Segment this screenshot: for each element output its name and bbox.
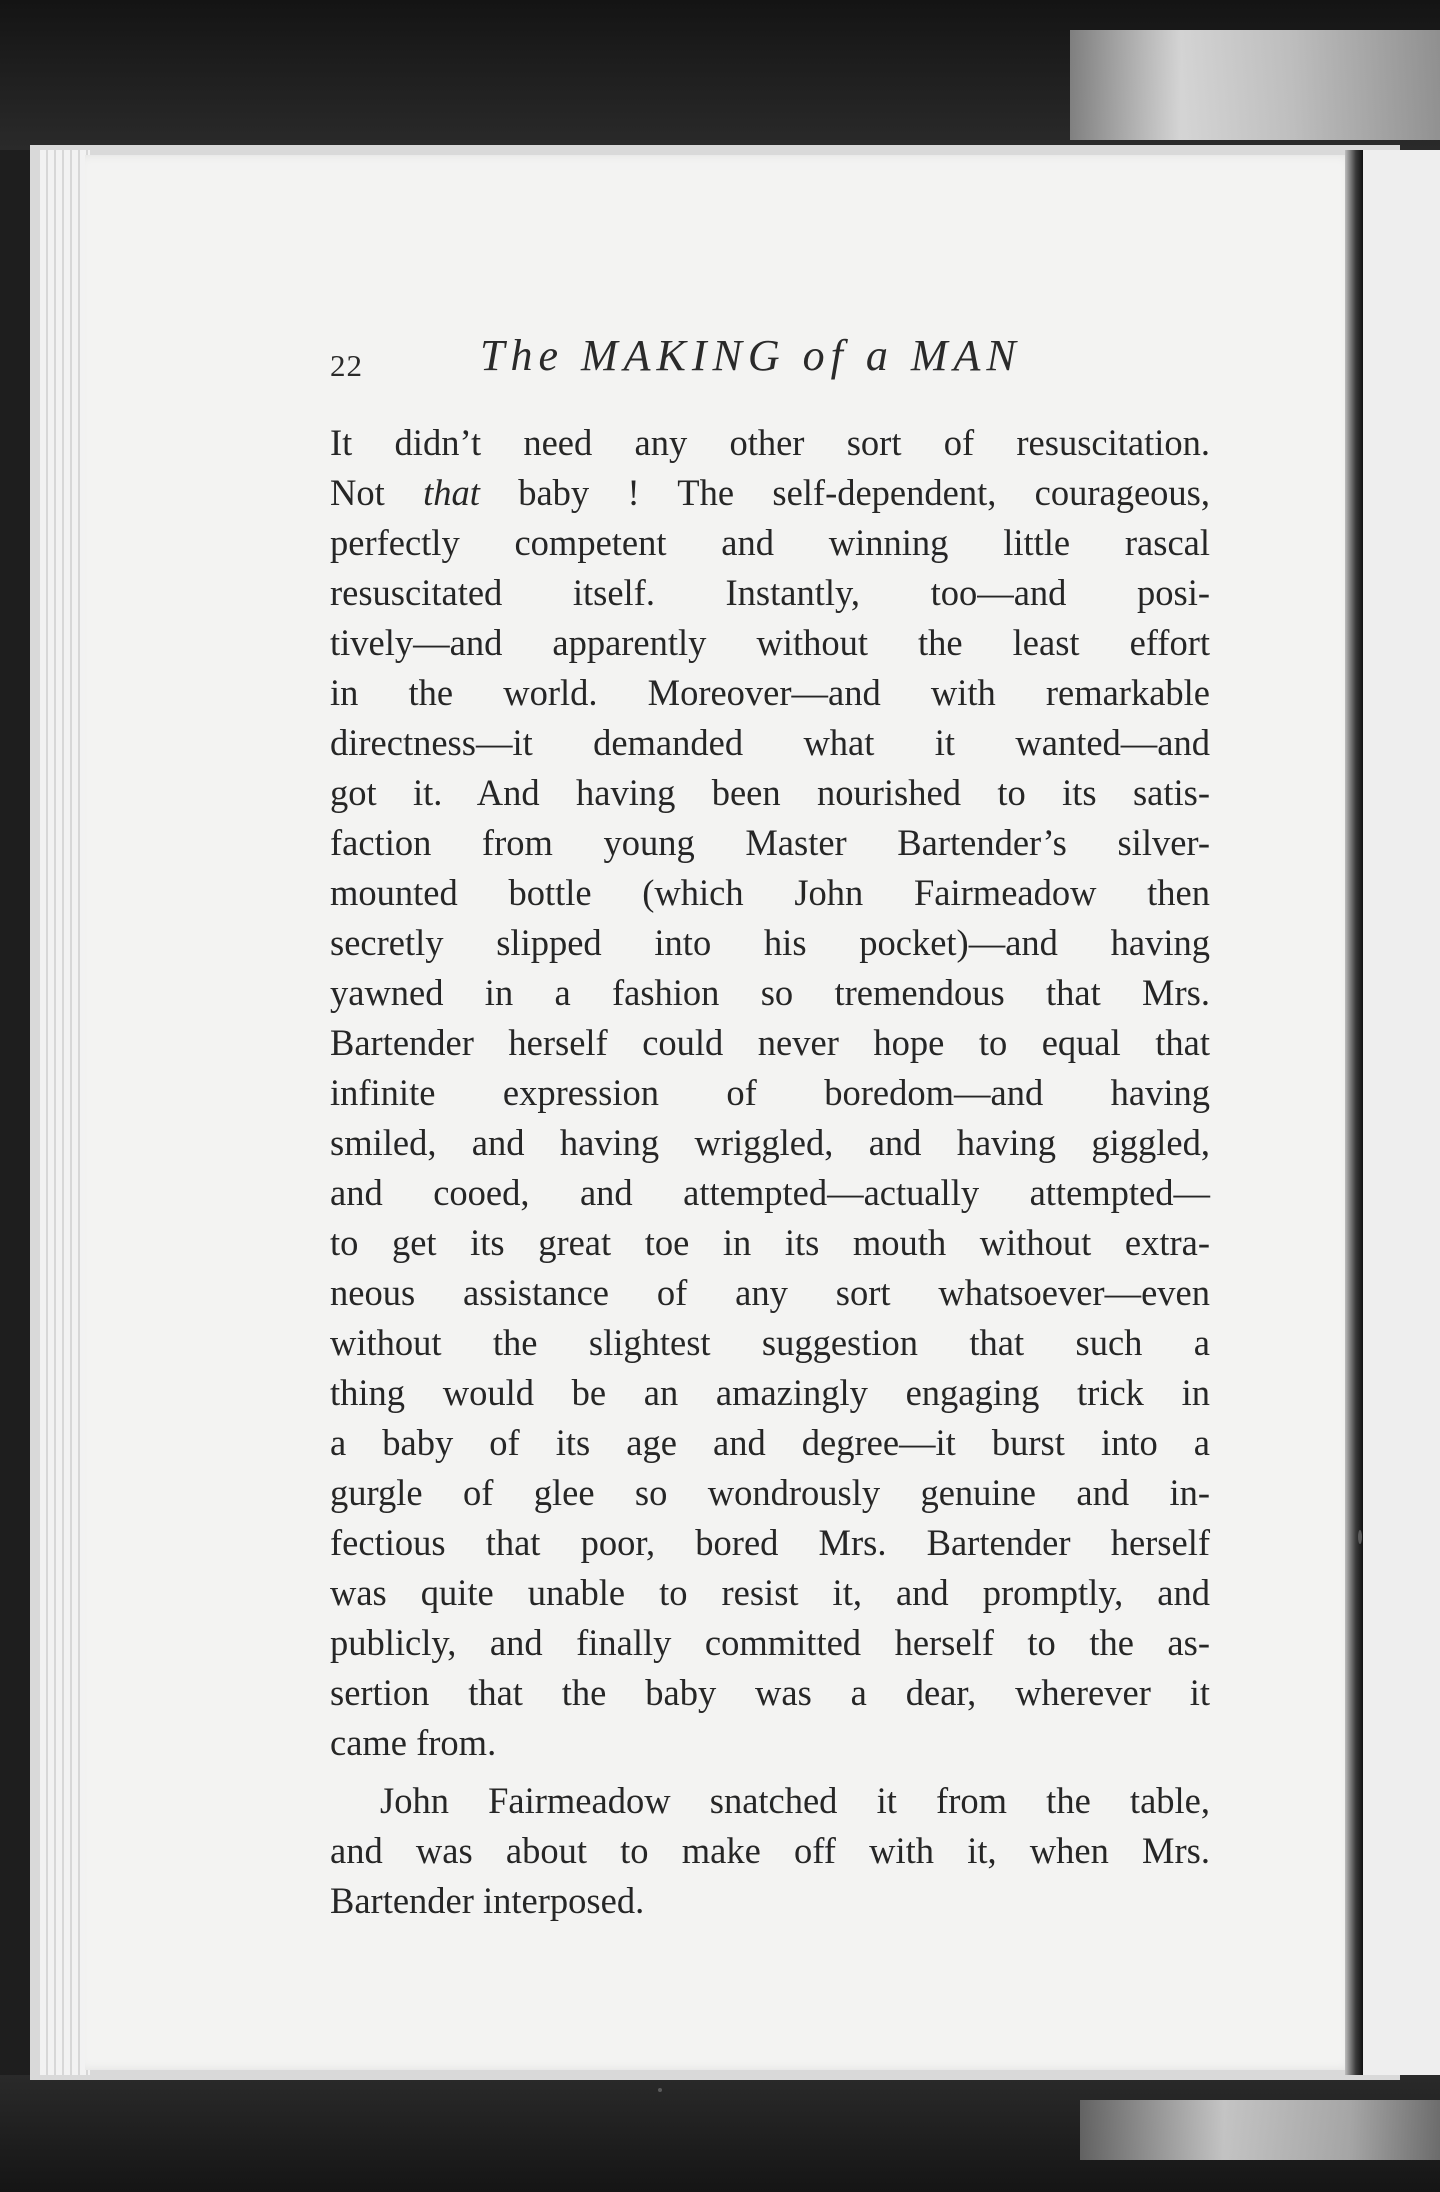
- text-line: and cooed, and attempted—actually attempted—: [330, 1172, 1210, 1213]
- facing-page: [1363, 150, 1440, 2075]
- paragraph-2: [330, 1776, 1210, 1926]
- text-line: tively—and apparently without the least effort: [330, 622, 1210, 663]
- text-line: secretly slipped into his pocket)—and having: [330, 922, 1210, 963]
- text-line: gurgle of glee so wondrously genuine and in-: [330, 1472, 1210, 1513]
- running-title: The MAKING of a MAN: [480, 331, 1022, 380]
- page-number: 22: [330, 348, 363, 383]
- text-run: baby ! The self-dependent, courageous,: [479, 472, 1211, 513]
- text-line: Bartender herself could never hope to equal that: [330, 1022, 1210, 1063]
- text-line: infinite expression of boredom—and having: [330, 1072, 1210, 1113]
- text-line: mounted bottle (which John Fairmeadow then: [330, 872, 1210, 913]
- text-line: got it. And having been nourished to its satis-: [330, 772, 1210, 813]
- text-line: to get its great toe in its mouth without extra-: [330, 1222, 1210, 1263]
- body-text: [330, 418, 1210, 1926]
- text-line: directness—it demanded what it wanted—and: [330, 722, 1210, 763]
- scan-speck: [658, 2088, 662, 2092]
- text-line: [330, 468, 1210, 518]
- text-line: neous assistance of any sort whatsoever—even: [330, 1272, 1210, 1313]
- book-gutter: [1345, 150, 1363, 2075]
- scan-clamp-bottom: [1080, 2100, 1440, 2160]
- text-line: fectious that poor, bored Mrs. Bartender herself: [330, 1522, 1210, 1563]
- text-line: perfectly competent and winning little rascal: [330, 522, 1210, 563]
- text-line: yawned in a fashion so tremendous that Mrs.: [330, 972, 1210, 1013]
- text-line: smiled, and having wriggled, and having giggled,: [330, 1122, 1210, 1163]
- scan-clamp-top: [1070, 30, 1440, 140]
- text-line: sertion that the baby was a dear, wherever it: [330, 1672, 1210, 1713]
- running-head: [330, 330, 1110, 390]
- text-line: a baby of its age and degree—it burst into a: [330, 1422, 1210, 1463]
- text-line: came from.: [330, 1722, 497, 1763]
- text-line: without the slightest suggestion that such a: [330, 1322, 1210, 1363]
- text-line: thing would be an amazingly engaging trick in: [330, 1372, 1210, 1413]
- text-run: Not: [330, 472, 424, 513]
- page-edges: [40, 150, 90, 2075]
- text-line: faction from young Master Bartender’s silver-: [330, 822, 1210, 863]
- scan-speck: [1358, 1530, 1362, 1544]
- text-line: John Fairmeadow snatched it from the table,: [380, 1780, 1210, 1821]
- text-line: resuscitated itself. Instantly, too—and posi-: [330, 572, 1210, 613]
- text-line: was quite unable to resist it, and promptly, and: [330, 1572, 1210, 1613]
- text-line: publicly, and finally committed herself to the as-: [330, 1622, 1210, 1663]
- paragraph-1: [330, 418, 1210, 1768]
- italic-word: that: [423, 472, 480, 513]
- text-line: It didn’t need any other sort of resuscitation.: [330, 422, 1210, 463]
- text-line: and was about to make off with it, when Mrs.: [330, 1830, 1210, 1871]
- text-line: Bartender interposed.: [330, 1880, 645, 1921]
- text-line: in the world. Moreover—and with remarkable: [330, 672, 1210, 713]
